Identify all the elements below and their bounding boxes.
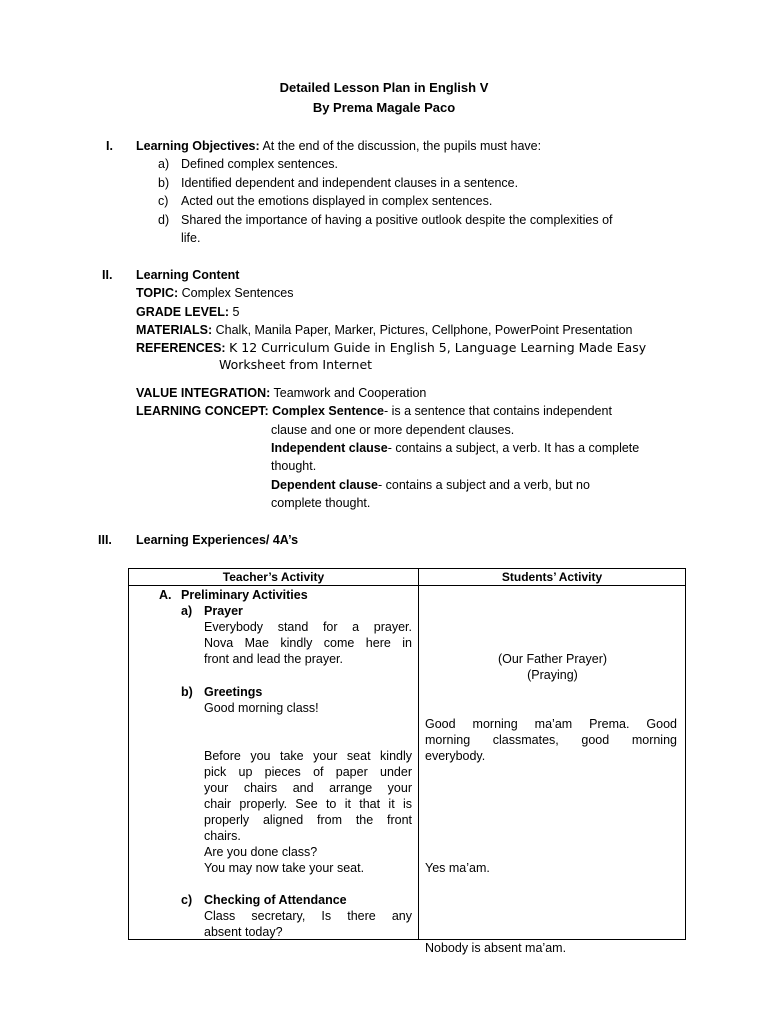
seat-instruction-text: pick up pieces of paper under (204, 765, 412, 779)
objective-letter: b) (158, 176, 170, 190)
table-row (129, 586, 686, 940)
teacher-activity-cell (129, 586, 419, 940)
objective-item: Defined complex sentences. (181, 157, 339, 171)
grade-label: GRADE LEVEL: (136, 305, 230, 319)
dependent-clause-term: Dependent clause (271, 478, 378, 492)
attendance-letter: c) (181, 893, 193, 907)
student-praying-text: (Praying) (527, 668, 578, 682)
objective-letter: c) (158, 194, 169, 208)
objective-item: Acted out the emotions displayed in complex sentences. (181, 194, 493, 208)
seat-instruction-text: properly aligned from the front (204, 813, 412, 827)
objective-letter: d) (158, 213, 170, 227)
topic-line (136, 284, 293, 302)
dependent-clause-definition-continued: complete thought. (271, 496, 371, 510)
independent-clause-definition-continued: thought. (271, 459, 317, 473)
dependent-clause-definition: - contains a subject and a verb, but no (377, 478, 590, 492)
section-numeral-3: III. (98, 533, 112, 547)
references-line (136, 339, 646, 357)
preliminary-activities-title: Preliminary Activities (181, 588, 308, 602)
prayer-text: Everybody stand for a prayer. (204, 620, 412, 634)
attendance-text: Class secretary, Is there any (204, 909, 412, 923)
section-numeral-2: II. (102, 268, 113, 282)
section-numeral-1: I. (106, 139, 113, 153)
seat-instruction-text: your chairs and arrange your (204, 781, 412, 795)
dependent-clause-line (271, 476, 590, 494)
topic-label: TOPIC: (136, 286, 179, 300)
value-integration-line (136, 384, 426, 402)
objective-item: Identified dependent and independent clauses in a sentence. (181, 176, 519, 190)
prayer-text: front and lead the prayer. (204, 652, 343, 666)
done-question-text: Are you done class? (204, 845, 318, 859)
independent-clause-definition: - contains a subject, a verb. It has a complete (387, 441, 640, 455)
student-prayer-text: (Our Father Prayer) (497, 652, 608, 666)
value-integration-label: VALUE INTEGRATION: (136, 386, 271, 400)
objective-letter: a) (158, 157, 170, 171)
objective-item-continued: life. (181, 231, 201, 245)
independent-clause-term: Independent clause (271, 441, 388, 455)
references-label: REFERENCES: (136, 341, 226, 355)
value-integration-value: Teamwork and Cooperation (270, 386, 427, 400)
complex-sentence-term: Complex Sentence (272, 404, 384, 418)
attendance-text: absent today? (204, 925, 283, 939)
greetings-text: Good morning class! (204, 701, 319, 715)
grade-value: 5 (229, 305, 240, 319)
seat-instruction-text: chair properly. See to it that it is (204, 797, 412, 811)
learning-concept-line (136, 402, 612, 420)
objectives-label: Learning Objectives: (136, 139, 260, 153)
students-activity-header: Students’ Activity (419, 569, 686, 586)
lesson-activity-table (128, 568, 686, 955)
content-heading: Learning Content (136, 268, 240, 282)
complex-sentence-definition-continued: clause and one or more dependent clauses. (271, 423, 515, 437)
objective-item: Shared the importance of having a positive outlook despite the complexities of (181, 213, 613, 227)
materials-value: Chalk, Manila Paper, Marker, Pictures, Cellphone, PowerPoint Presentation (212, 323, 633, 337)
teacher-activity-header: Teacher’s Activity (129, 569, 419, 586)
prayer-title: Prayer (204, 604, 243, 618)
materials-line (136, 321, 633, 339)
student-attendance-reply: Nobody is absent ma’am. (425, 941, 567, 955)
seat-instruction-text: Before you take your seat kindly (204, 749, 412, 763)
topic-value: Complex Sentences (178, 286, 294, 300)
student-yes-text: Yes ma’am. (425, 861, 490, 875)
student-greeting-text: morning classmates, good morning (425, 733, 677, 747)
independent-clause-line (271, 439, 639, 457)
students-activity-cell (419, 586, 686, 955)
greetings-letter: b) (181, 685, 193, 699)
prayer-letter: a) (181, 604, 193, 618)
grade-line (136, 303, 240, 321)
experiences-heading: Learning Experiences/ 4A’s (136, 533, 299, 547)
references-value-continued: Worksheet from Internet (219, 357, 373, 372)
document-author: By Prema Magale Paco (312, 100, 456, 115)
attendance-title: Checking of Attendance (204, 893, 347, 907)
document-title: Detailed Lesson Plan in English V (279, 80, 489, 95)
objectives-text: At the end of the discussion, the pupils must have: (259, 139, 542, 153)
table-header-row (129, 569, 686, 586)
objectives-intro (136, 137, 541, 155)
seat-instruction-text: chairs. (204, 829, 241, 843)
section-letter: A. (159, 588, 172, 602)
greetings-title: Greetings (204, 685, 263, 699)
learning-concept-label: LEARNING CONCEPT: (136, 404, 269, 418)
student-greeting-text: Good morning ma’am Prema. Good (425, 717, 677, 731)
student-greeting-text: everybody. (425, 749, 486, 763)
prayer-text: Nova Mae kindly come here in (204, 636, 412, 650)
take-seat-text: You may now take your seat. (204, 861, 365, 875)
references-value: K 12 Curriculum Guide in English 5, Language Learning Made Easy (229, 340, 647, 355)
materials-label: MATERIALS: (136, 323, 213, 337)
complex-sentence-definition: - is a sentence that contains independent (383, 404, 612, 418)
